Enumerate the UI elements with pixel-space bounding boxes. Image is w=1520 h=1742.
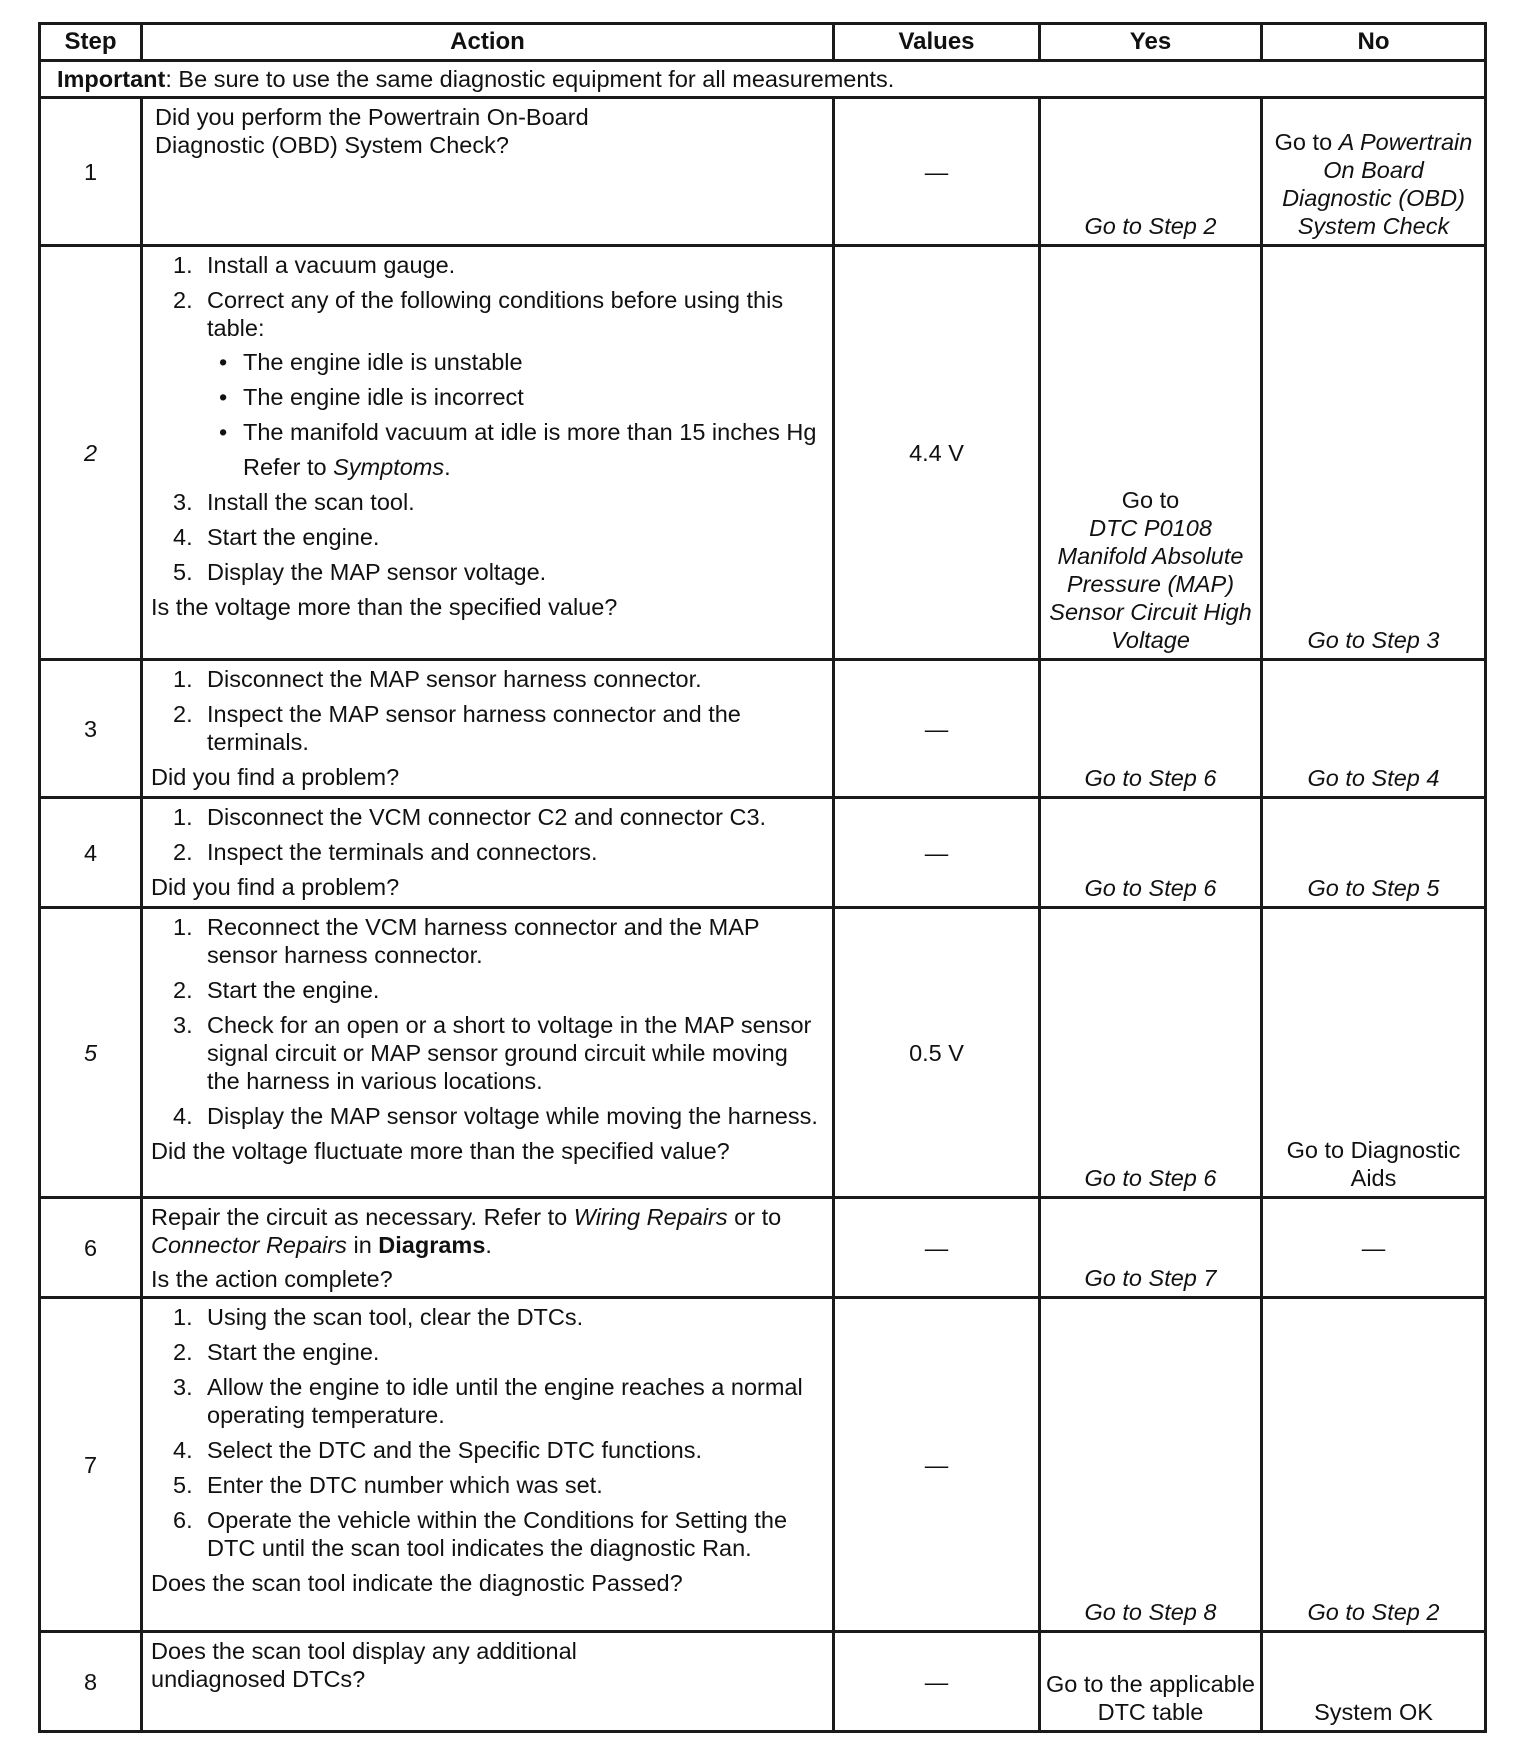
text-part: . xyxy=(485,1232,492,1258)
item-number: 3. xyxy=(173,1012,193,1038)
yes-link[interactable]: Go to Step 8 xyxy=(1040,1298,1262,1632)
list-item xyxy=(151,838,824,866)
yes-prefix: Go to xyxy=(1121,487,1180,513)
item-text: Correct any of the following conditions before using this table: xyxy=(207,287,784,341)
list-item xyxy=(151,1506,824,1562)
step-number: 3 xyxy=(40,660,142,798)
question: Is the voltage more than the specified value? xyxy=(151,594,618,620)
item-text: Disconnect the MAP sensor harness connector. xyxy=(207,666,702,692)
step-list xyxy=(151,1303,824,1562)
value-cell: — xyxy=(834,1198,1040,1298)
question: Did the voltage fluctuate more than the specified value? xyxy=(151,1138,730,1164)
important-row xyxy=(40,61,1486,98)
value-cell: 0.5 V xyxy=(834,908,1040,1198)
value-cell: — xyxy=(834,1632,1040,1732)
list-item xyxy=(151,700,824,756)
item-text: Select the DTC and the Specific DTC functions. xyxy=(207,1437,703,1463)
item-text: Display the MAP sensor voltage while moving the harness. xyxy=(207,1103,818,1129)
item-number: 2. xyxy=(173,977,193,1003)
value-cell: — xyxy=(834,1298,1040,1632)
item-number: 3. xyxy=(173,489,193,515)
step-number: 4 xyxy=(40,798,142,908)
question-line: undiagnosed DTCs? xyxy=(151,1666,366,1692)
item-number: 1. xyxy=(173,1304,193,1330)
item-number: 4. xyxy=(173,1437,193,1463)
item-text: Enter the DTC number which was set. xyxy=(207,1472,603,1498)
action-cell xyxy=(142,98,834,246)
repair-text xyxy=(151,1203,824,1259)
item-text: Allow the engine to idle until the engine reaches a normal operating temperature. xyxy=(207,1374,803,1428)
yes-link[interactable]: Go to Step 7 xyxy=(1040,1198,1262,1298)
no-link[interactable]: Go to Step 3 xyxy=(1262,246,1486,660)
item-text: Start the engine. xyxy=(207,1339,380,1365)
header-row xyxy=(40,24,1486,61)
item-text: Display the MAP sensor voltage. xyxy=(207,559,547,585)
table-row xyxy=(40,1632,1486,1732)
item-number: 1. xyxy=(173,666,193,692)
question-line: Does the scan tool display any additional xyxy=(151,1638,577,1664)
step-list xyxy=(151,913,824,1130)
action-cell xyxy=(142,798,834,908)
yes-link[interactable]: DTC P0108 Manifold Absolute Pressure (MAP) Sensor Circuit High Voltage xyxy=(1049,515,1252,653)
step-number: 7 xyxy=(40,1298,142,1632)
no-link[interactable]: Go to Diagnostic Aids xyxy=(1262,908,1486,1198)
list-item xyxy=(151,523,824,551)
value-cell: — xyxy=(834,798,1040,908)
question: Did you find a problem? xyxy=(151,764,400,790)
action-cell xyxy=(142,908,834,1198)
item-text: Inspect the MAP sensor harness connector and the terminals. xyxy=(207,701,741,755)
item-number: 3. xyxy=(173,1374,193,1400)
table-row xyxy=(40,908,1486,1198)
step-number: 5 xyxy=(40,908,142,1198)
list-item xyxy=(151,558,824,586)
action-cell xyxy=(142,246,834,660)
item-text: Disconnect the VCM connector C2 and connector C3. xyxy=(207,804,767,830)
no-link[interactable]: Go to Step 2 xyxy=(1262,1298,1486,1632)
step-number: 1 xyxy=(40,98,142,246)
header-no: No xyxy=(1262,24,1486,61)
bullet-list xyxy=(207,348,824,446)
bullet-item xyxy=(207,383,824,411)
important-note xyxy=(40,61,1486,98)
item-number: 2. xyxy=(173,1339,193,1365)
no-prefix: Go to xyxy=(1274,129,1339,155)
bullet-text: The engine idle is unstable xyxy=(243,349,523,375)
important-text: : Be sure to use the same diagnostic equipment for all measurements. xyxy=(165,66,895,92)
yes-link[interactable]: Go to Step 6 xyxy=(1040,660,1262,798)
list-item xyxy=(151,1436,824,1464)
list-item xyxy=(151,251,824,279)
step-list xyxy=(151,251,824,586)
item-number: 4. xyxy=(173,524,193,550)
item-text: Inspect the terminals and connectors. xyxy=(207,839,598,865)
item-text: Install the scan tool. xyxy=(207,489,415,515)
item-number: 6. xyxy=(173,1507,193,1533)
list-item xyxy=(151,803,824,831)
list-item xyxy=(151,976,824,1004)
list-item xyxy=(151,913,824,969)
table-row xyxy=(40,1298,1486,1632)
table-row xyxy=(40,246,1486,660)
yes-cell xyxy=(1040,246,1262,660)
item-text: Check for an open or a short to voltage in the MAP sensor signal circuit or MAP sensor ground circuit while moving the harness in various locations. xyxy=(207,1012,812,1094)
step-list xyxy=(151,665,824,756)
step-number: 6 xyxy=(40,1198,142,1298)
table-row xyxy=(40,660,1486,798)
no-cell xyxy=(1262,98,1486,246)
question: Did you find a problem? xyxy=(151,874,400,900)
header-values: Values xyxy=(834,24,1040,61)
list-item xyxy=(151,1471,824,1499)
header-yes: Yes xyxy=(1040,24,1262,61)
wiring-repairs-link[interactable]: Wiring Repairs xyxy=(573,1204,728,1230)
diagrams-link[interactable]: Diagrams xyxy=(378,1232,486,1258)
text-part: or to xyxy=(727,1204,782,1230)
item-text: Start the engine. xyxy=(207,977,380,1003)
value-cell: 4.4 V xyxy=(834,246,1040,660)
no-link[interactable]: Go to Step 5 xyxy=(1262,798,1486,908)
list-item xyxy=(151,1011,824,1095)
refer-prefix: Refer to xyxy=(243,454,334,480)
connector-repairs-link[interactable]: Connector Repairs xyxy=(151,1232,347,1258)
no-link[interactable]: Go to Step 4 xyxy=(1262,660,1486,798)
bullet-icon: • xyxy=(219,384,228,410)
item-number: 5. xyxy=(173,559,193,585)
bullet-icon: • xyxy=(219,349,228,375)
text-part: in xyxy=(346,1232,379,1258)
symptoms-link[interactable]: Symptoms xyxy=(333,454,445,480)
item-number: 2. xyxy=(173,287,193,313)
table-row xyxy=(40,798,1486,908)
item-text: Using the scan tool, clear the DTCs. xyxy=(207,1304,584,1330)
action-cell xyxy=(142,660,834,798)
bullet-text: The manifold vacuum at idle is more than 15 inches Hg xyxy=(243,419,817,445)
value-cell: — xyxy=(834,98,1040,246)
yes-link[interactable]: Go to the applicable DTC table xyxy=(1040,1632,1262,1732)
action-cell xyxy=(142,1298,834,1632)
list-item xyxy=(151,1303,824,1331)
step-number: 8 xyxy=(40,1632,142,1732)
yes-link[interactable]: Go to Step 2 xyxy=(1040,98,1262,246)
item-number: 5. xyxy=(173,1472,193,1498)
item-number: 2. xyxy=(173,701,193,727)
item-text: Operate the vehicle within the Conditions for Setting the DTC until the scan tool indicates the diagnostic Ran. xyxy=(207,1507,788,1561)
list-item xyxy=(151,665,824,693)
step-number: 2 xyxy=(40,246,142,660)
bullet-icon: • xyxy=(219,419,228,445)
no-link[interactable]: A Powertrain On Board Diagnostic (OBD) System Check xyxy=(1282,129,1473,239)
question: Does the scan tool indicate the diagnostic Passed? xyxy=(151,1570,683,1596)
question-line: Did you perform the Powertrain On-Board xyxy=(155,104,589,130)
action-cell xyxy=(142,1632,834,1732)
refer-line xyxy=(207,453,824,481)
bullet-item xyxy=(207,348,824,376)
list-item xyxy=(151,1373,824,1429)
item-number: 2. xyxy=(173,839,193,865)
item-number: 4. xyxy=(173,1103,193,1129)
item-text: Install a vacuum gauge. xyxy=(207,252,456,278)
bullet-item xyxy=(207,418,824,446)
table-row xyxy=(40,98,1486,246)
item-number: 1. xyxy=(173,252,193,278)
list-item xyxy=(151,488,824,516)
header-action: Action xyxy=(142,24,834,61)
diagnostic-table-page xyxy=(38,22,1484,1733)
text-part: Repair the circuit as necessary. Refer to xyxy=(151,1204,574,1230)
refer-suffix: . xyxy=(444,454,451,480)
important-label: Important xyxy=(57,66,166,92)
question-line: Diagnostic (OBD) System Check? xyxy=(155,132,509,158)
no-cell: — xyxy=(1262,1198,1486,1298)
diagnostic-table xyxy=(38,22,1487,1733)
item-number: 1. xyxy=(173,804,193,830)
table-row xyxy=(40,1198,1486,1298)
no-cell: System OK xyxy=(1262,1632,1486,1732)
action-cell xyxy=(142,1198,834,1298)
yes-link[interactable]: Go to Step 6 xyxy=(1040,798,1262,908)
value-cell: — xyxy=(834,660,1040,798)
yes-link[interactable]: Go to Step 6 xyxy=(1040,908,1262,1198)
bullet-text: The engine idle is incorrect xyxy=(243,384,524,410)
item-text: Start the engine. xyxy=(207,524,380,550)
step-list xyxy=(151,803,824,866)
list-item xyxy=(151,286,824,481)
header-step: Step xyxy=(40,24,142,61)
item-text: Reconnect the VCM harness connector and the MAP sensor harness connector. xyxy=(207,914,760,968)
question: Is the action complete? xyxy=(151,1266,393,1292)
list-item xyxy=(151,1102,824,1130)
item-number: 1. xyxy=(173,914,193,940)
list-item xyxy=(151,1338,824,1366)
